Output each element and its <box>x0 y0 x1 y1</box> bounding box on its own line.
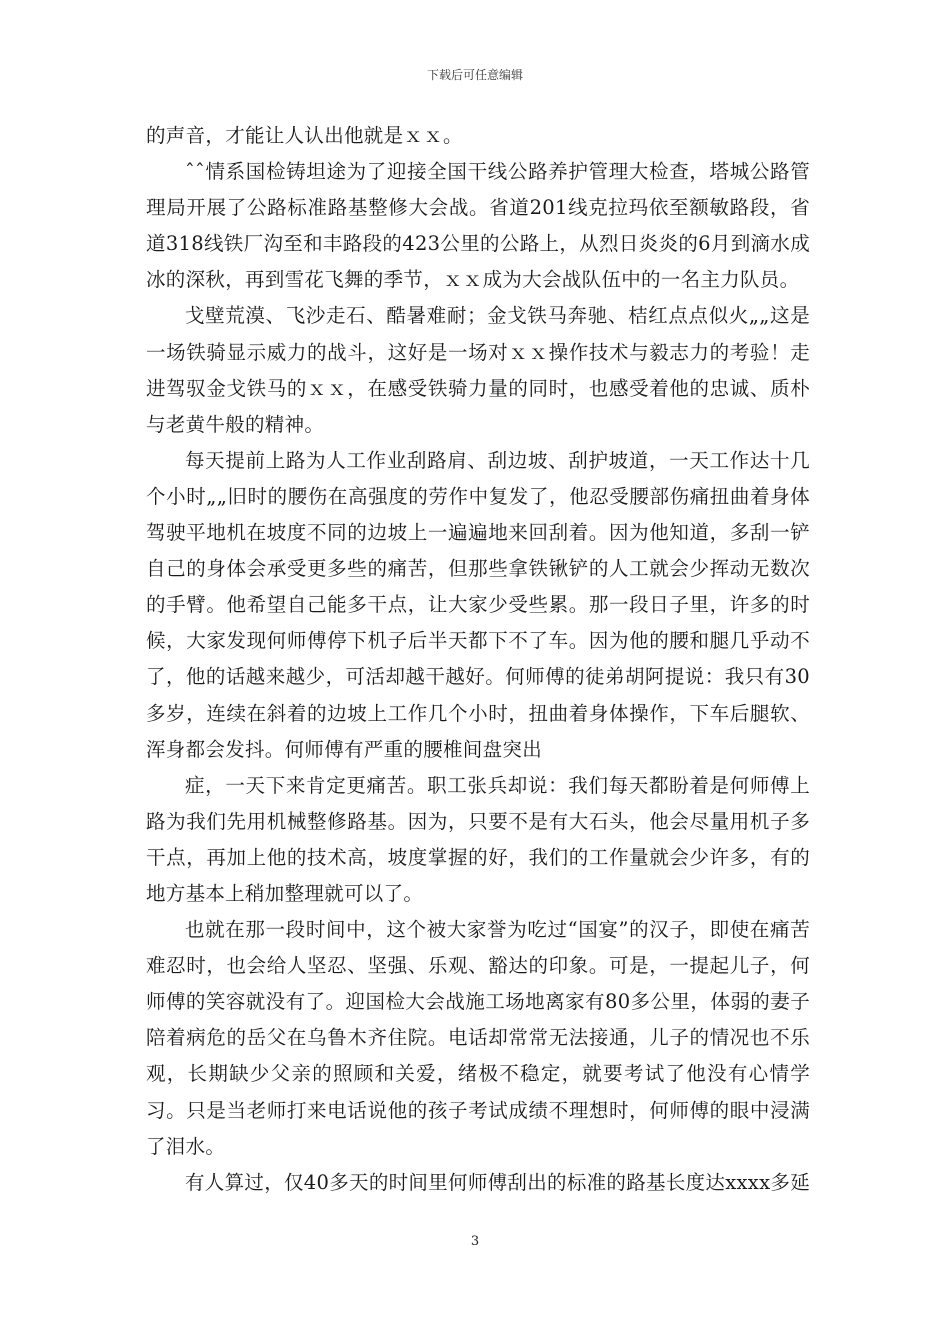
paragraph: 每天提前上路为人工作业刮路肩、刮边坡、刮护坡道，一天工作达十几个小时„„旧时的腰伤在高强度的劳作中复发了，他忍受腰部伤痛扭曲着身体驾驶平地机在坡度不同的边坡上一遍遍地来回刮着。因为他知道，多刮一铲自己的身体会承受更多些的痛苦，但那些拿铁锹铲的人工就会少挥动无数次的手臂。他希望自己能多干点，让大家少受些累。那一段日子里，许多的时候，大家发现何师傅停下机子后半天都下不了车。因为他的腰和腿几乎动不了，他的话越来越少，可活却越干越好。何师傅的徒弟胡阿提说：我只有30多岁，连续在斜着的边坡上工作几个小时，扭曲着身体操作，下车后腿软、浑身都会发抖。何师傅有严重的腰椎间盘突出 <box>146 448 810 761</box>
paragraph: 戈壁荒漠、飞沙走石、酷暑难耐；金戈铁马奔驰、桔红点点似火„„这是一场铁骑显示威力的战斗，这好是一场对ｘｘ操作技术与毅志力的考验！走进驾驭金戈铁马的ｘｘ，在感受铁骑力量的同时，也感受着他的忠诚、质朴与老黄牛般的精神。 <box>146 304 810 436</box>
paragraph: 的声音，才能让人认出他就是ｘｘ。 <box>146 124 463 147</box>
paragraph: ˆˆ情系国检铸坦途为了迎接全国干线公路养护管理大检查，塔城公路管理局开展了公路标准路基整修大会战。省道201线克拉玛依至额敏路段，省道318线铁厂沟至和丰路段的423公里的公路上，从烈日炎炎的6月到滴水成冰的深秋，再到雪花飞舞的季节，ｘｘ成为大会战队伍中的一名主力队员。 <box>146 160 810 292</box>
paragraph: 也就在那一段时间中，这个被大家誉为吃过“国宴”的汉子，即使在痛苦难忍时，也会给人坚忍、坚强、乐观、豁达的印象。可是，一提起儿子，何师傅的笑容就没有了。迎国检大会战施工场地离家有80多公里，体弱的妻子陪着病危的岳父在乌鲁木齐住院。电话却常常无法接通，儿子的情况也不乐观，长期缺少父亲的照顾和关爱，绪极不稳定，就要考试了他没有心情学习。只是当老师打来电话说他的孩子考试成绩不理想时，何师傅的眼中浸满了泪水。 <box>146 918 810 1158</box>
page-header: 下载后可任意编辑 <box>426 68 523 82</box>
paragraph: 症，一天下来肯定更痛苦。职工张兵却说：我们每天都盼着是何师傅上路为我们先用机械整修路基。因为，只要不是有大石头，他会尽量用机子多干点，再加上他的技术高，坡度掌握的好，我们的工作量就会少许多，有的地方基本上稍加整理就可以了。 <box>146 773 810 905</box>
document-body <box>146 118 810 1201</box>
page-number: 3 <box>470 1234 480 1249</box>
paragraph: 有人算过，仅40多天的时间里何师傅刮出的标准的路基长度达xxxx多延 <box>185 1170 811 1194</box>
